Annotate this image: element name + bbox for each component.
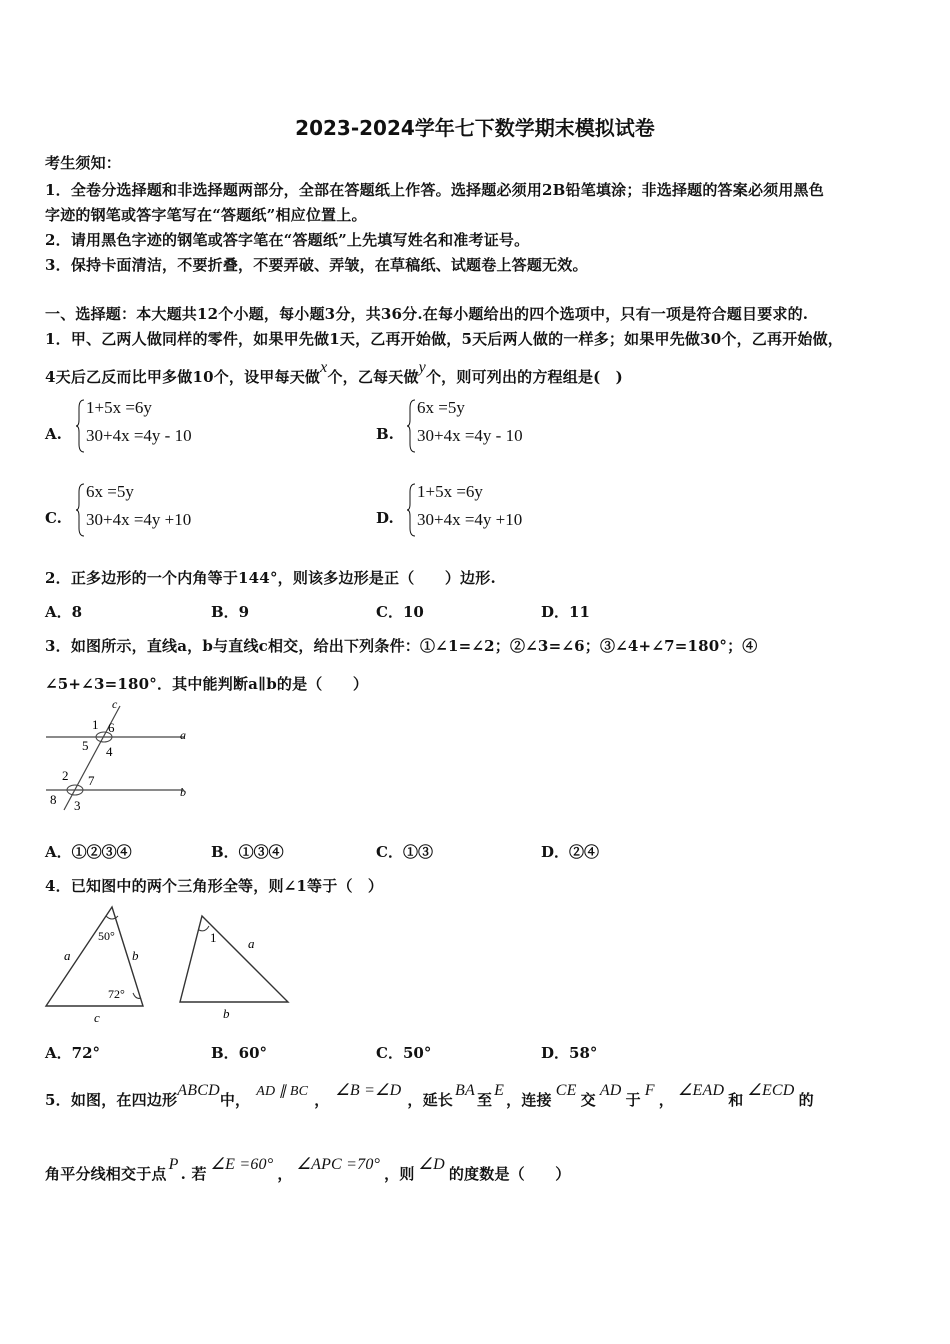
q3-option-c[interactable]: C．①③ (376, 843, 433, 861)
label-a: a (180, 728, 186, 742)
label-5: 5 (82, 738, 89, 753)
q1-d-eq1: 1+5x =6y (417, 482, 483, 501)
q1-option-a-label[interactable]: A. (45, 425, 62, 443)
q5-text-6: ，连接 (506, 1091, 552, 1109)
label-c: c (112, 698, 118, 711)
q2-option-a[interactable]: A．8 (45, 603, 83, 621)
tri1-label-50: 50° (98, 929, 115, 943)
q5-math-parallel: AD ∥ BC (256, 1084, 309, 1099)
q1-a-eq2: 30+4x =4y - 10 (86, 426, 192, 445)
q5-math-f: F (644, 1082, 655, 1099)
q1-c-eq2: 30+4x =4y +10 (86, 510, 192, 529)
q1-line1: 1．甲、乙两人做同样的零件，如果甲先做1天，乙再开始做，5天后两人做的一样多；如果甲先做30个，乙再开始做， (45, 330, 843, 348)
q5-math-ecd: ∠ECD (747, 1082, 795, 1099)
q3-parallel-lines-figure (44, 698, 194, 816)
triangle-1 (46, 907, 143, 1006)
q5-math-abcd: ABCD (177, 1082, 220, 1099)
q2-text: 2．正多边形的一个内角等于144°，则该多边形是正（ ）边形. (45, 569, 496, 587)
notice-item-1: 1．全卷分选择题和非选择题两部分，全部在答题纸上作答。选择题必须用2B铅笔填涂；非选择题的答案必须用黑色 (45, 181, 824, 199)
q3-option-a[interactable]: A．①②③④ (45, 843, 132, 861)
q4-option-a[interactable]: A．72° (45, 1044, 101, 1062)
q1-option-d-label[interactable]: D. (376, 509, 394, 527)
q5-l2-text-1: 角平分线相交于点 (45, 1165, 167, 1183)
brace-icon (76, 482, 86, 538)
page-title: 2023-2024学年七下数学期末模拟试卷 (295, 116, 655, 140)
q4-text: 4．已知图中的两个三角形全等，则∠1等于（ ） (45, 877, 384, 895)
q1-d-eq2: 30+4x =4y +10 (417, 510, 523, 529)
q4-option-c[interactable]: C．50° (376, 1044, 432, 1062)
q3-line2: ∠5+∠3=180°．其中能判断a∥b的是（ ） (45, 675, 369, 693)
label-7: 7 (88, 773, 95, 788)
q3-option-b[interactable]: B．①③④ (211, 843, 284, 861)
q3-option-d[interactable]: D．②④ (541, 843, 600, 861)
q5-text-11: 的 (798, 1091, 814, 1109)
notice-item-3: 3．保持卡面清洁，不要折叠，不要弄破、弄皱，在草稿纸、试题卷上答题无效。 (45, 256, 588, 274)
q5-line2 (45, 1156, 571, 1184)
q4-triangles-figure (40, 902, 300, 1026)
q5-math-e60: ∠E =60° (210, 1156, 274, 1173)
tri1-label-72: 72° (108, 987, 125, 1001)
q5-math-ad: AD (599, 1082, 622, 1099)
q1-line2a: 4天后乙反而比甲多做10个，设甲每天做 (45, 368, 321, 386)
tri1-label-a: a (64, 948, 71, 963)
brace-icon (407, 482, 417, 538)
q5-text-1: 5．如图，在四边形 (45, 1091, 178, 1109)
q1-var-x: x (320, 359, 328, 376)
q5-math-angles: ∠B =∠D (335, 1082, 402, 1099)
q5-text-9: ， (658, 1091, 674, 1109)
q5-line1 (45, 1082, 814, 1110)
label-4: 4 (106, 744, 113, 759)
label-b: b (180, 785, 186, 799)
label-6: 6 (108, 720, 115, 735)
notice-heading: 考生须知： (45, 154, 122, 172)
tri2-label-b: b (223, 1006, 230, 1021)
q2-option-c[interactable]: C．10 (376, 603, 424, 621)
q5-math-ce: CE (555, 1082, 577, 1099)
q5-text-7: 交 (580, 1091, 596, 1109)
q5-l2-text-3: ， (277, 1165, 293, 1183)
q5-math-e: E (494, 1082, 505, 1099)
q5-math-ba: BA (455, 1082, 475, 1099)
q1-var-y: y (418, 359, 426, 376)
tri1-label-b: b (132, 948, 139, 963)
tri2-label-1: 1 (210, 930, 217, 945)
tri1-label-c: c (94, 1010, 100, 1025)
brace-icon (76, 398, 86, 454)
q1-option-c-label[interactable]: C. (45, 509, 62, 527)
q5-text-5: 至 (476, 1091, 493, 1109)
q1-line2b: 个，乙每天做 (327, 368, 419, 386)
q1-b-eq1: 6x =5y (417, 398, 465, 417)
label-2: 2 (62, 768, 69, 783)
q4-option-d[interactable]: D．58° (541, 1044, 598, 1062)
q5-math-p: P (168, 1156, 179, 1173)
triangle-2 (180, 916, 288, 1002)
notice-item-2: 2．请用黑色字迹的钢笔或答字笔在“答题纸”上先填写姓名和准考证号。 (45, 231, 530, 249)
q5-l2-text-2: . 若 (180, 1165, 207, 1183)
q2-option-b[interactable]: B．9 (211, 603, 250, 621)
label-1: 1 (92, 717, 99, 732)
q5-l2-text-5: 的度数是（ ） (448, 1165, 571, 1183)
brace-icon (407, 398, 417, 454)
q1-b-eq2: 30+4x =4y - 10 (417, 426, 523, 445)
q4-option-b[interactable]: B．60° (211, 1044, 268, 1062)
q3-line1: 3．如图所示，直线a，b与直线c相交，给出下列条件：①∠1=∠2；②∠3=∠6；③∠4+∠7=180°；④ (45, 637, 758, 655)
angle-arc-1 (199, 926, 209, 931)
q1-a-eq1: 1+5x =6y (86, 398, 152, 417)
q5-math-d: ∠D (418, 1156, 445, 1173)
tri2-label-a: a (248, 936, 255, 951)
q2-option-d[interactable]: D．11 (541, 603, 590, 621)
section-heading: 一、选择题：本大题共12个小题，每小题3分，共36分.在每小题给出的四个选项中，只有一项是符合题目要求的. (45, 305, 809, 323)
q1-option-b-label[interactable]: B. (376, 425, 394, 443)
q1-line2c: 个，则可列出的方程组是( ) (425, 368, 623, 386)
q5-text-3: ， (314, 1091, 330, 1109)
q1-line2 (45, 359, 623, 387)
label-8: 8 (50, 792, 57, 807)
q5-text-4: ，延长 (407, 1091, 454, 1109)
label-3: 3 (74, 798, 81, 813)
q5-text-10: 和 (728, 1091, 744, 1109)
notice-item-1-cont: 字迹的钢笔或答字笔写在“答题纸”相应位置上。 (45, 206, 367, 224)
q5-math-apc70: ∠APC =70° (296, 1156, 381, 1173)
q5-math-ead: ∠EAD (677, 1082, 725, 1099)
q5-text-8: 于 (625, 1091, 641, 1109)
q5-l2-text-4: ，则 (384, 1165, 415, 1183)
q5-text-2: 中， (219, 1091, 251, 1109)
q1-c-eq1: 6x =5y (86, 482, 134, 501)
